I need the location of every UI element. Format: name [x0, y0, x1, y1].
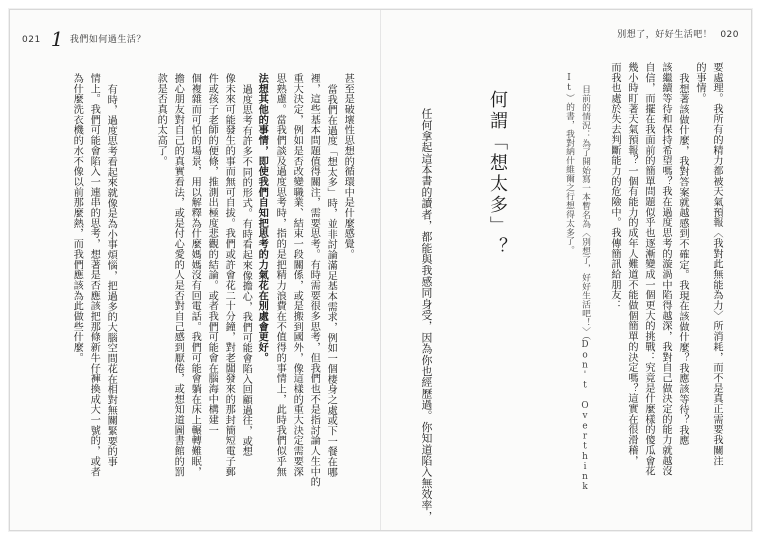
left-page-line: 有時，過度思考看起來就像是為小事煩惱，把過多的大腦空間花在相對無關緊要的事 — [105, 84, 117, 467]
left-page-line: 款是否真的太高了。 — [155, 73, 167, 167]
left-page-line: 當我們在過度「想太多」時，並非討論滿足基本需求，例如一個棲身之處或下一餐在哪 — [325, 84, 337, 478]
left-page-line: 情上。我們可能會陷入一連串的思考，想著是否應該把那條新牛仔褲換成大一號的，或者 — [88, 73, 100, 477]
right-running-title: 別想了，好好生活吧！ — [617, 30, 713, 40]
left-page-line: 重大決定，例如是否改變職業、結束一段關係，或是搬到國外，像這樣的重大決定需要深 — [291, 73, 303, 477]
right-page-line: 幾小時盯著天氣預報？一個有能力的成年人難道不能做個簡單的決定嗎？這實在很滑稽， — [626, 62, 637, 466]
page-gutter — [380, 10, 381, 530]
right-page-line: 我想著該做什麼，我對答案就越感到不確定。我現在該做什麼？我應該等待？我應 — [677, 73, 688, 446]
left-page-line: 甚至是破壞性思想的循環中是什麼感覺。 — [342, 73, 354, 260]
left-running-title: 我們如何過生活？ — [69, 35, 146, 45]
section-title: 何謂「想太多」？ — [487, 90, 508, 258]
quoted-note: It）的書，我對納什維爾之行想得太多了。 — [564, 73, 574, 255]
left-page-line-bold: 法想其他的事情，即使我們自知把思考的力氣花在別處會更好。 — [256, 73, 269, 363]
left-page-line: 裡，這些基本問題值得關注，需要思考。有時需要很多思考，但我們也不是指討論人生中的 — [308, 73, 320, 487]
right-page-line: 而我也處於失去判斷能力的危險中。我傳簡訊給朋友： — [609, 62, 620, 311]
left-page-line: 個複雜而可怕的場景，用以解釋為什麼媽媽沒有回電話。我們可能會躺在床上輾轉難眠， — [189, 73, 201, 477]
left-page-line: 為什麼洗衣機的水不像以前那麼熱，而我們應該為此做些什麼。 — [71, 73, 83, 363]
left-page-line: 過度思考有許多不同的形式。有時看起來像擔心，我們可能會陷入回顧過往，或想 — [240, 84, 252, 457]
right-page-line: 該繼續等待和保持希望嗎？我在過度思考的漩渦中陷得越深，我對自己做決定的能力就越沒 — [660, 62, 671, 476]
left-page-line: 擔心朋友對自己的真實看法，或是付心愛的人是否對自己感到厭倦，或想知道圖書館的罰 — [172, 73, 184, 477]
left-page-line: 思熟慮。當我們談及過度思考時，指的是把精力浪費在不值得的事情上，此時我們似乎無 — [274, 73, 286, 477]
quoted-note: 目前的情況：為了開始寫一本暫名為〈別想了，好好生活吧！〉（Don't Overthink — [580, 85, 590, 493]
right-page-line: 的事情。 — [694, 62, 705, 104]
left-page-number: 021 — [22, 35, 41, 45]
right-page-line: 任何拿起這本書的讀者，都能與我感同身受，因為你也經歷過。你知道陷入無效率， — [420, 108, 433, 523]
left-running-head — [22, 27, 146, 51]
right-page-line: 要處理。我所有的精力都被天氣預報〈我對此無能為力〉所消耗，而不是真正需要我關注 — [711, 62, 722, 466]
chapter-number: 1 — [50, 27, 64, 51]
right-page-line: 自信，而擺在我面前的簡單問題似乎也逐漸變成一個更大的挑戰：究竟是什麼樣的傻瓜會花 — [643, 62, 654, 476]
left-page-line: 像未來可能發生的事而無可自拔。我們或許會花二十分鐘，對老闆發來的那封簡短電子郵 — [223, 73, 235, 477]
right-page-number: 020 — [720, 30, 739, 40]
right-running-head — [617, 27, 739, 40]
left-page-line: 件或孩子老師的便條，推測出極度悲觀的結論。或者我們可能會在腦海中構建一 — [206, 73, 218, 436]
